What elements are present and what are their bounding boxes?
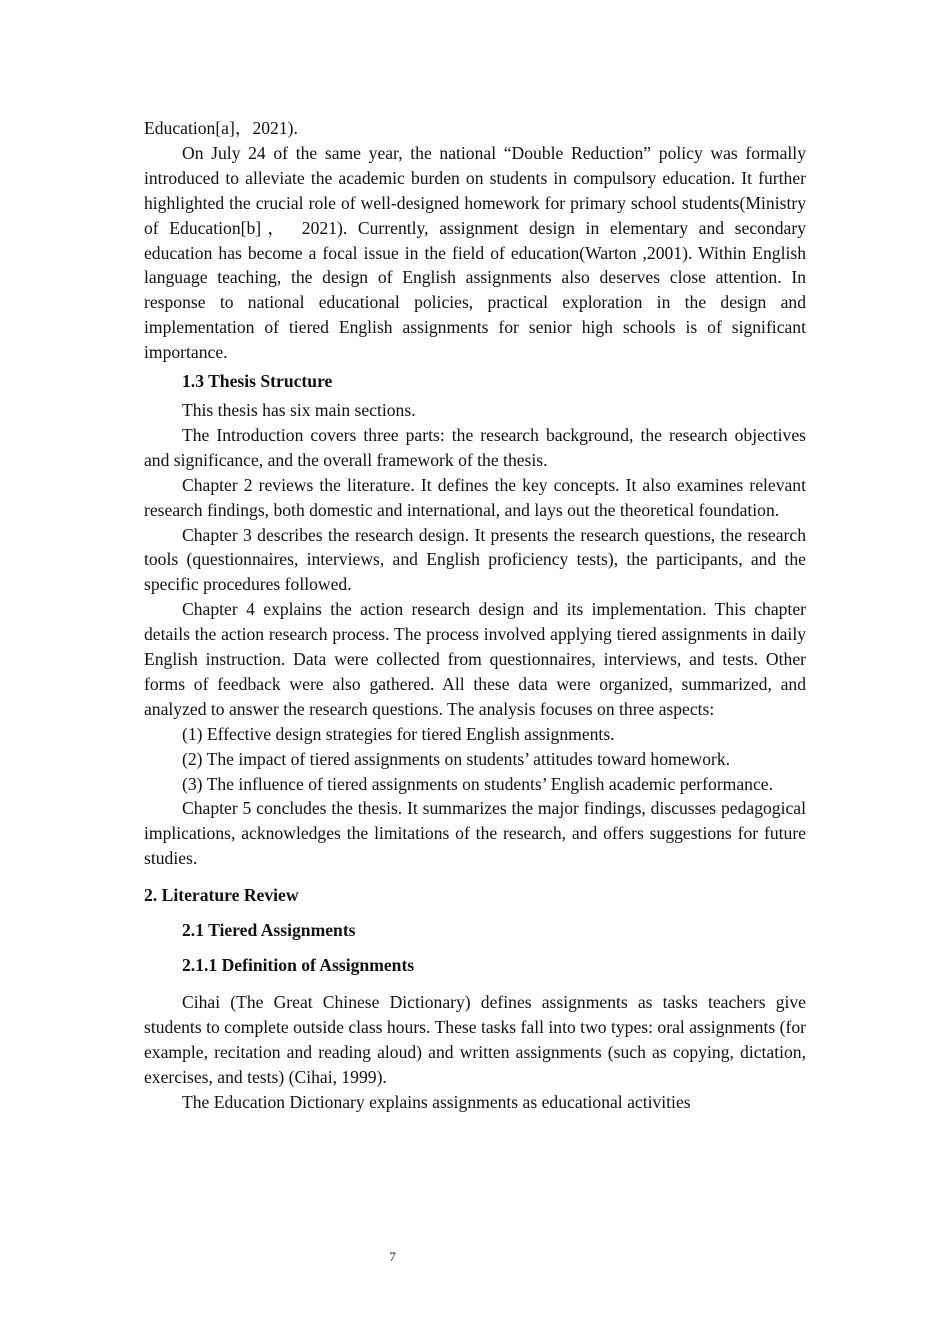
paragraph: Chapter 5 concludes the thesis. It summarizes the major findings, discusses pedagogical implications, acknowledges the limitations of the research, and offers suggestions for future studies. — [144, 798, 806, 869]
paragraph: The Education Dictionary explains assignments as educational activities — [182, 1091, 691, 1112]
paragraph: Chapter 2 reviews the literature. It defines the key concepts. It also examines relevant research findings, both domestic and international, and lays out the theoretical foundation. — [144, 474, 806, 520]
paragraph: Chapter 3 describes the research design. It presents the research questions, the research tools (questionnaires, interviews, and English proficiency tests), the participants, and the specific procedures followed. — [144, 524, 806, 595]
section-heading-2-1: 2.1 Tiered Assignments — [182, 920, 356, 941]
section-heading-1-3: 1.3 Thesis Structure — [182, 371, 333, 392]
page-number: 7 — [389, 1249, 396, 1264]
chapter-heading-2: 2. Literature Review — [144, 885, 299, 906]
paragraph: Education[a]，2021). — [144, 118, 298, 138]
paragraph: Cihai (The Great Chinese Dictionary) defines assignments as tasks teachers give students to complete outside class hours. These tasks fall into two types: oral assignments (for example, recitation and reading aloud) and written assignments (such as copying, dictation, exercises, and tests) (Cihai, 1999). — [144, 991, 806, 1087]
paragraph: Chapter 4 explains the action research design and its implementation. This chapter details the action research process. The process involved applying tiered assignments in daily English instruction. Data were collected from questionnaires, interviews, and tests. Other forms of feedback were also gathered. All these data were organized, summarized, and analyzed to answer the research questions. The analysis focuses on three aspects: — [144, 599, 806, 719]
paragraph: On July 24 of the same year, the national “Double Reduction” policy was formally introduced to alleviate the academic burden on students in compulsory education. It further highlighted the crucial role of well-designed homework for primary school students(Ministry of Education[b]， 2021). Currently, assignment design in elementary and secondary education has become a focal issue in the field of education(Warton ,2001). Within English language teaching, the design of English assignments also deserves close attention. In response to national educational policies, practical exploration in the design and implementation of tiered English assignments for senior high schools is of significant importance. — [144, 142, 806, 363]
paragraph: This thesis has six main sections. — [182, 399, 416, 420]
list-item: (2) The impact of tiered assignments on students’ attitudes toward homework. — [182, 748, 731, 769]
paragraph: The Introduction covers three parts: the research background, the research objectives and significance, and the overall framework of the thesis. — [144, 424, 806, 470]
list-item: (1) Effective design strategies for tiered English assignments. — [182, 723, 615, 744]
subsection-heading-2-1-1: 2.1.1 Definition of Assignments — [182, 955, 415, 975]
list-item: (3) The influence of tiered assignments on students’ English academic performance. — [182, 773, 773, 794]
body-text — [144, 116, 806, 1114]
